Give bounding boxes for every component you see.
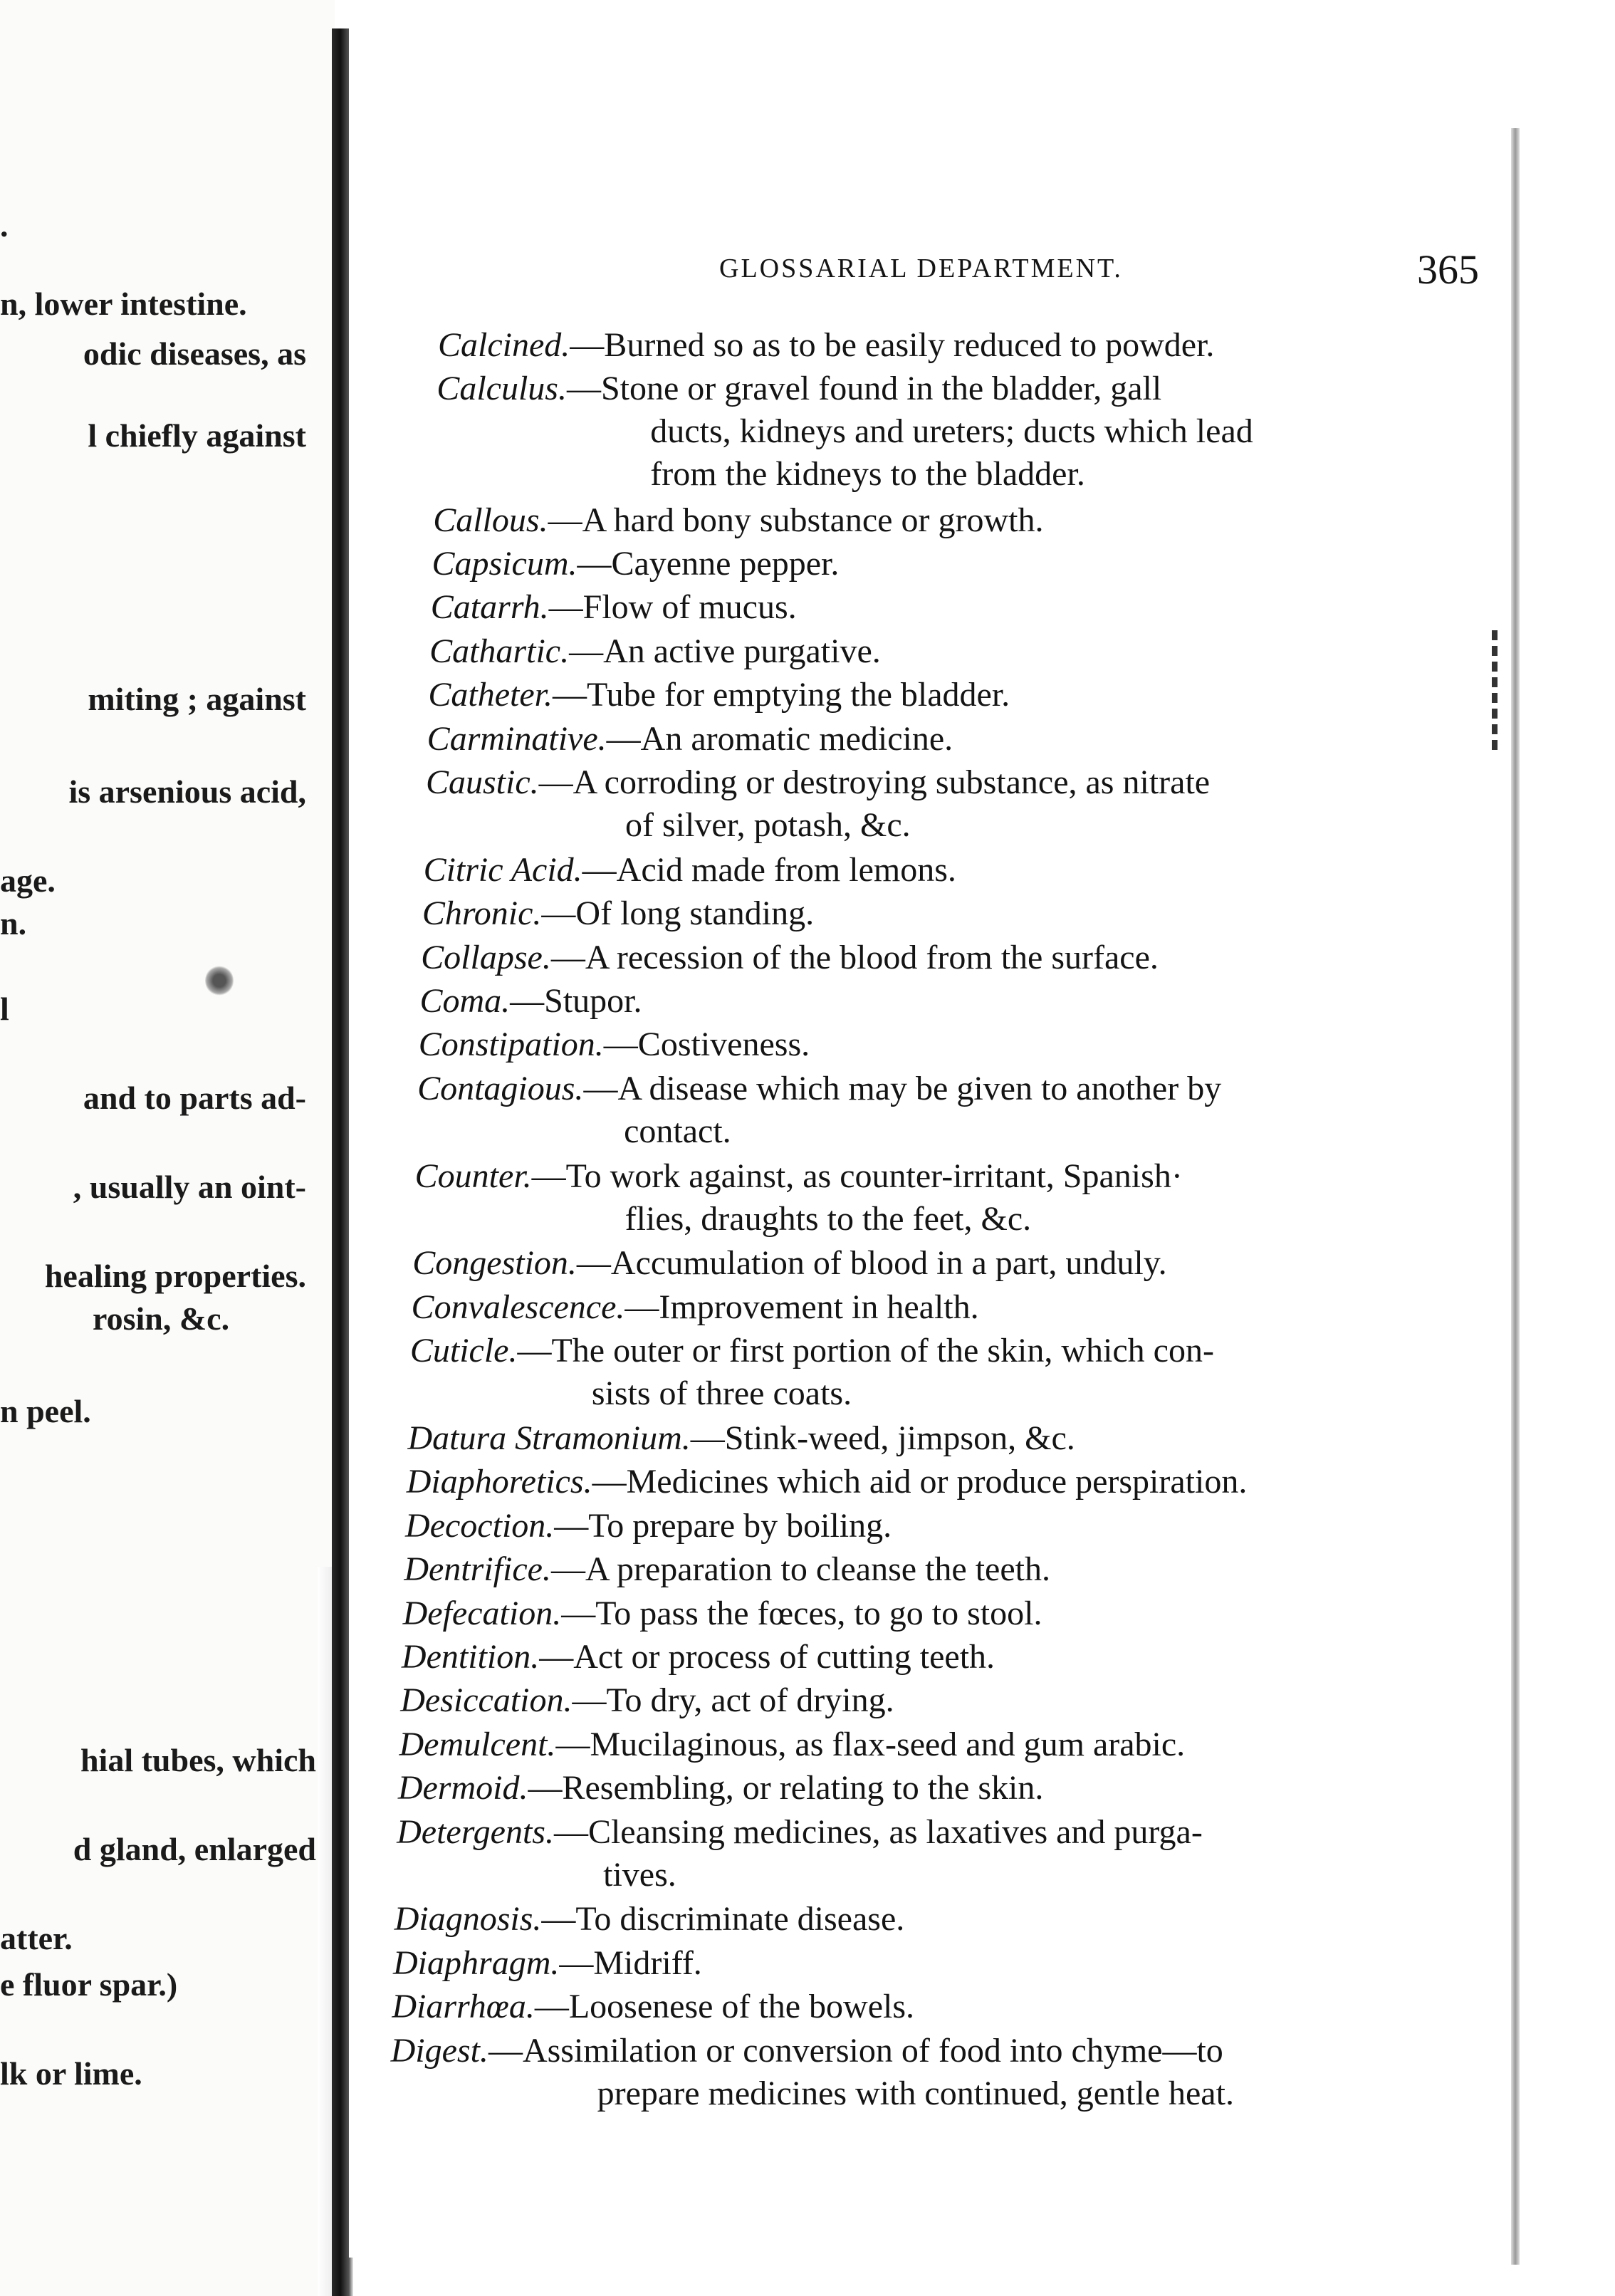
entry-term: Dentrifice. — [404, 1550, 551, 1589]
running-head: GLOSSARIAL DEPARTMENT. — [719, 254, 1123, 283]
entry-term: Dentition. — [401, 1638, 540, 1676]
entry-line — [429, 632, 881, 670]
entry-line — [419, 1026, 810, 1063]
entry-continuation: flies, draughts to the feet, &c. — [624, 1199, 1032, 1238]
entry-term: Caustic. — [425, 763, 539, 801]
left-line: l chiefly against — [88, 417, 306, 454]
entry-term: Diagnosis. — [394, 1900, 542, 1938]
entry-definition: —A disease which may be given to another by — [583, 1069, 1222, 1107]
entry-definition: —Tube for emptying the bladder. — [553, 676, 1010, 714]
entry-definition: —An aromatic medicine. — [606, 719, 953, 758]
entry-term: Calcined. — [438, 326, 570, 364]
entry-definition: —An active purgative. — [569, 632, 881, 670]
left-line: age. — [0, 862, 56, 899]
entry-definition: —A preparation to cleanse the teeth. — [550, 1550, 1050, 1589]
glossary-entry — [437, 367, 1253, 496]
entry-definition: —A hard bony substance or growth. — [548, 501, 1044, 539]
entry-line — [394, 1900, 905, 1938]
entry-line — [405, 1507, 892, 1545]
entry-term: Convalescence. — [411, 1288, 625, 1326]
entry-term: Digest. — [390, 2031, 488, 2070]
entry-definition: —Loosenese of the bowels. — [534, 1988, 915, 2026]
glossary-entry — [404, 1548, 1050, 1591]
entry-line — [403, 1595, 1042, 1632]
entry-line — [415, 1157, 1183, 1195]
entry-line — [437, 370, 1161, 407]
glossary-entry — [428, 674, 1010, 716]
entry-line — [402, 1638, 995, 1676]
entry-term: Detergents. — [397, 1812, 554, 1851]
entry-definition: —A recession of the blood from the surface. — [550, 938, 1159, 976]
glossary-entry — [402, 1636, 995, 1679]
entry-definition: —Acid made from lemons. — [582, 850, 956, 889]
entry-term: Defecation. — [402, 1594, 562, 1632]
margin-mark — [1492, 630, 1498, 751]
entry-term: Callous. — [433, 501, 548, 539]
entry-line — [399, 1726, 1186, 1763]
glossary-entry — [399, 1723, 1186, 1766]
glossary-entry — [417, 1068, 1221, 1153]
entry-definition: —Flow of mucus. — [548, 588, 797, 627]
glossary-entry — [415, 1155, 1183, 1241]
glossary-entry — [393, 1942, 702, 1985]
entry-line — [398, 1769, 1044, 1807]
entry-continuation: contact. — [624, 1112, 731, 1150]
entry-continuation: ducts, kidneys and ureters; ducts which lead — [650, 412, 1253, 451]
entry-line — [392, 1988, 914, 2025]
left-line: miting ; against — [88, 681, 306, 717]
glossary-entry — [398, 1767, 1044, 1810]
entry-term: Calculus. — [437, 370, 567, 408]
glossary-entry — [400, 1679, 894, 1722]
entry-line — [410, 1332, 1214, 1369]
entry-continuation: from the kidneys to the bladder. — [650, 455, 1085, 494]
left-line: lk or lime. — [0, 2055, 142, 2092]
left-line: and to parts ad- — [83, 1080, 306, 1116]
entry-line — [397, 1813, 1203, 1851]
entry-continuation: sists of three coats. — [591, 1374, 852, 1413]
entry-term: Decoction. — [405, 1506, 555, 1545]
entry-line — [417, 1070, 1221, 1107]
left-line: . — [0, 207, 9, 244]
glossary-entry — [410, 1330, 1214, 1415]
entry-definition: —Improvement in health. — [624, 1288, 979, 1326]
entry-term: Desiccation. — [400, 1681, 573, 1720]
entry-term: Catarrh. — [430, 588, 549, 627]
entry-continuation: of silver, potash, &c. — [624, 806, 911, 844]
entry-term: Constipation. — [418, 1026, 604, 1064]
page-number: 365 — [1417, 246, 1479, 293]
entry-term: Cathartic. — [429, 632, 570, 670]
entry-definition: —To work against, as counter-irritant, Spanish· — [531, 1157, 1183, 1195]
entry-line — [427, 720, 953, 758]
glossary-entry — [397, 1811, 1203, 1896]
left-line: hial tubes, which — [80, 1742, 316, 1778]
left-line: odic diseases, as — [83, 335, 306, 372]
glossary-entry — [421, 936, 1159, 979]
glossary-entry — [431, 586, 797, 629]
glossary-entry — [419, 980, 642, 1023]
entry-definition: —Assimilation or conversion of food into chyme—to — [488, 2031, 1223, 2070]
entry-definition: —To prepare by boiling. — [554, 1506, 892, 1545]
entry-definition: —Medicines which aid or produce perspiration. — [592, 1463, 1248, 1501]
glossary-entry — [424, 849, 956, 892]
entry-term: Diaphragm. — [393, 1943, 560, 1982]
left-line: healing properties. — [44, 1258, 306, 1294]
left-line: l — [0, 991, 9, 1027]
entry-term: Cuticle. — [409, 1332, 518, 1370]
entry-term: Collapse. — [421, 938, 551, 976]
glossary-entry — [412, 1286, 979, 1329]
entry-line — [428, 676, 1010, 714]
glossary-entry — [429, 630, 881, 673]
entry-line — [432, 545, 839, 583]
left-line: n. — [0, 905, 27, 941]
left-line: n, lower intestine. — [0, 286, 247, 322]
entry-term: Diarrhœa. — [392, 1988, 535, 2026]
entry-continuation: prepare medicines with continued, gentle heat. — [597, 2074, 1234, 2112]
glossary-entry — [392, 1985, 914, 2028]
entry-line — [431, 588, 797, 626]
entry-line — [412, 1244, 1166, 1282]
entry-definition: —A corroding or destroying substance, as nitrate — [538, 763, 1211, 801]
left-line: , usually an oint- — [73, 1169, 306, 1205]
left-line: atter. — [0, 1920, 73, 1956]
entry-term: Carminative. — [427, 719, 607, 758]
entry-term: Contagious. — [417, 1069, 584, 1107]
entry-line — [407, 1419, 1075, 1457]
entry-term: Demulcent. — [399, 1725, 556, 1763]
entry-definition: —Act or process of cutting teeth. — [539, 1638, 995, 1676]
right-page-edge — [1511, 128, 1520, 2265]
entry-term: Diaphoretics. — [406, 1463, 592, 1501]
entry-term: Congestion. — [412, 1244, 577, 1283]
left-line: rosin, &c. — [93, 1300, 230, 1337]
entry-line — [426, 763, 1210, 801]
left-line: n peel. — [0, 1393, 91, 1429]
glossary-entry — [405, 1505, 892, 1548]
glossary-entry — [391, 2030, 1234, 2115]
entry-definition: —Burned so as to be easily reduced to powder. — [570, 326, 1215, 364]
entry-definition: —Accumulation of blood in a part, unduly. — [576, 1244, 1167, 1283]
entry-line — [433, 501, 1043, 539]
entry-line — [421, 939, 1159, 976]
entry-definition: —Of long standing. — [541, 894, 815, 933]
entry-definition: —Stink-weed, jimpson, &c. — [690, 1419, 1075, 1457]
entry-definition: —Cayenne pepper. — [577, 545, 840, 583]
left-line: e fluor spar.) — [0, 1966, 178, 2003]
left-line: d gland, enlarged — [73, 1831, 316, 1867]
entry-line — [424, 851, 956, 889]
entry-continuation: tives. — [603, 1855, 676, 1894]
entry-term: Coma. — [419, 982, 511, 1020]
entry-term: Citric Acid. — [423, 850, 582, 889]
left-page — [0, 0, 335, 2296]
left-line: is arsenious acid, — [68, 773, 306, 810]
entry-line — [404, 1550, 1050, 1588]
entry-line — [412, 1288, 979, 1326]
glossary-entry — [426, 761, 1210, 847]
entry-term: Datura Stramonium. — [407, 1419, 691, 1457]
entry-term: Catheter. — [428, 676, 553, 714]
entry-line — [438, 326, 1214, 364]
glossary-entry — [419, 1023, 810, 1066]
entry-line — [419, 982, 642, 1020]
entry-line — [400, 1681, 894, 1719]
glossary-entry — [403, 1592, 1042, 1635]
entry-definition: —Cleansing medicines, as laxatives and purga- — [553, 1812, 1203, 1851]
entry-term: Chronic. — [422, 894, 542, 933]
entry-definition: —To pass the fœces, to go to stool. — [561, 1594, 1042, 1632]
entry-line — [391, 2032, 1223, 2070]
entry-definition: —Midriff. — [559, 1943, 702, 1982]
entry-definition: —Resembling, or relating to the skin. — [528, 1769, 1044, 1807]
entry-term: Counter. — [414, 1157, 532, 1195]
entry-definition: —The outer or first portion of the skin, which con- — [517, 1332, 1214, 1370]
glossary-entry — [427, 718, 953, 761]
glossary-entry — [433, 499, 1043, 542]
entry-definition: —Stone or gravel found in the bladder, gall — [566, 370, 1162, 408]
entry-line — [422, 894, 814, 932]
glossary-entry — [407, 1461, 1248, 1503]
entry-term: Capsicum. — [432, 545, 577, 583]
entry-definition: —To discriminate disease. — [541, 1900, 905, 1938]
entry-definition: —Stupor. — [510, 982, 642, 1020]
entry-definition: —Costiveness. — [603, 1026, 810, 1064]
entry-line — [393, 1944, 702, 1982]
glossary-entry — [432, 543, 839, 585]
entry-line — [407, 1463, 1248, 1501]
glossary-entry — [394, 1898, 905, 1941]
ink-blot — [205, 965, 234, 996]
glossary-entry — [412, 1242, 1166, 1285]
glossary-entry — [422, 892, 814, 935]
entry-term: Dermoid. — [397, 1769, 528, 1807]
glossary-entry — [438, 324, 1214, 367]
entry-definition: —Mucilaginous, as flax-seed and gum arabic. — [555, 1725, 1186, 1763]
entry-definition: —To dry, act of drying. — [572, 1681, 894, 1720]
glossary-entry — [407, 1417, 1075, 1460]
